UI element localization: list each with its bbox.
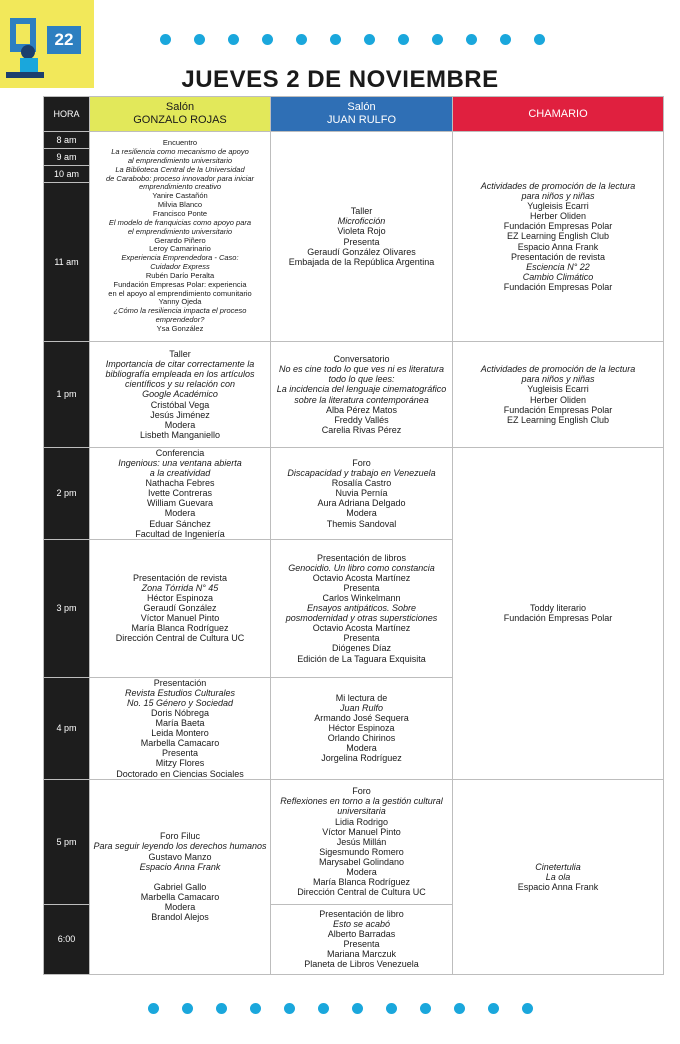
hour-6pm: 6:00: [44, 904, 90, 974]
chamario-am-cell: Actividades de promoción de la lectura para niños y niñas Yugleisis Ecarri Herber Oliden Fundación Empresas Polar EZ Learning English Club Espacio Anna Frank Presentación de revista Esciencia N° 22 Cambio Climático Fundación Empresas Polar: [453, 132, 664, 342]
chamario-1pm-cell: Actividades de promoción de la lectura para niños y niñas Yugleisis Ecarri Herber Oliden Fundación Empresas Polar EZ Learning English Club: [453, 342, 664, 448]
page-title: JUEVES 2 DE NOVIEMBRE: [181, 66, 499, 93]
gonzalo-2pm-cell: Conferencia Ingenious: una ventana abierta a la creatividad Nathacha Febres Ivette Contreras William Guevara Modera Eduar Sánchez Facultad de Ingeniería: [90, 448, 271, 540]
juan-am-cell: Taller Microficción Violeta Rojo Presenta Geraudí González Olivares Embajada de la República Argentina: [271, 132, 453, 342]
top-dot-row: [160, 34, 560, 46]
hour-9am: 9 am: [44, 149, 90, 166]
hour-4pm: 4 pm: [44, 677, 90, 779]
header-salon-juan-rulfo: Salón JUAN RULFO: [271, 97, 453, 132]
juan-6pm-cell: Presentación de libro Esto se acabó Alberto Barradas Presenta Mariana Marczuk Planeta de Libros Venezuela: [271, 904, 453, 974]
gonzalo-5pm-cell: Foro Filuc Para seguir leyendo los derechos humanos Gustavo Manzo Espacio Anna Frank Gabriel Gallo Marbella Camacaro Modera Brandol Alejos: [90, 779, 271, 974]
chamario-3pm-cell: Toddy literario Fundación Empresas Polar: [453, 448, 664, 780]
bottom-dot-row: [160, 1003, 560, 1015]
juan-2pm-cell: Foro Discapacidad y trabajo en Venezuela Rosalía Castro Nuvia Pernía Aura Adriana Delgado Modera Themis Sandoval: [271, 448, 453, 540]
hour-8am: 8 am: [44, 132, 90, 149]
hour-11am: 11 am: [44, 183, 90, 342]
header-row: [44, 97, 664, 132]
gonzalo-4pm-cell: Presentación Revista Estudios Culturales No. 15 Género y Sociedad Doris Nóbrega María Baeta Leida Montero Marbella Camacaro Presenta Mitzy Flores Doctorado en Ciencias Sociales: [90, 677, 271, 779]
chamario-5pm-cell: Cinetertulia La ola Espacio Anna Frank: [453, 779, 664, 974]
gonzalo-1pm-cell: Taller Importancia de citar correctamente la bibliografía empleada en los artículos científicos y su relación con Google Académico Cristóbal Vega Jesús Jiménez Modera Lisbeth Manganiello: [90, 342, 271, 448]
hour-1pm: 1 pm: [44, 342, 90, 448]
gonzalo-3pm-cell: Presentación de revista Zona Tórrida N° 45 Héctor Espinoza Geraudí González Víctor Manuel Pinto María Blanca Rodríguez Dirección Central de Cultura UC: [90, 539, 271, 677]
juan-4pm-cell: Mi lectura de Juan Rulfo Armando José Sequera Héctor Espinoza Orlando Chirinos Modera Jorgelina Rodríguez: [271, 677, 453, 779]
hour-3pm: 3 pm: [44, 539, 90, 677]
juan-1pm-cell: Conversatorio No es cine todo lo que ves ni es literatura todo lo que lees: La incidencia del lenguaje cinematográfico sobre la literatura contemporánea Alba Pérez Matos Freddy Vallés Carelia Rivas Pérez: [271, 342, 453, 448]
juan-3pm-cell: Presentación de libros Genocidio. Un libro como constancia Octavio Acosta Martínez Presenta Carlos Winkelmann Ensayos antipáticos. Sobre posmodernidad y otras supersticiones Octavio Acosta Martínez Presenta Diógenes Díaz Edición de La Taguara Exquisita: [271, 539, 453, 677]
hour-2pm: 2 pm: [44, 448, 90, 540]
hour-10am: 10 am: [44, 166, 90, 183]
header-salon-gonzalo-rojas: Salón GONZALO ROJAS: [90, 97, 271, 132]
hour-5pm: 5 pm: [44, 779, 90, 904]
gonzalo-am-cell: Encuentro La resiliencia como mecanismo de apoyo al emprendimiento universitario La Biblioteca Central de la Universidad de Carabobo: proceso innovador para iniciar emprendimiento creativo Yanire Castañón Milvia Blanco Francisco Ponte El modelo de franquicias como apoyo para el emprendimiento universitario Gerardo Piñero Leroy Camarinario Experiencia Emprendedora - Caso: Cuidador Express Rubén Darío Peralta Fundación Empresas Polar: experiencia en el apoyo al emprendimiento comunitario Yanny Ojeda ¿Cómo la resiliencia impacta el proceso emprendedor? Ysa González: [90, 132, 271, 342]
header-chamario: CHAMARIO: [453, 97, 664, 132]
juan-5pm-cell: Foro Reflexiones en torno a la gestión cultural universitaria Lidia Rodrigo Víctor Manuel Pinto Jesús Millán Sigesmundo Romero Marysabel Golindano Modera María Blanca Rodríguez Dirección Central de Cultura UC: [271, 779, 453, 904]
header-hora: HORA: [44, 97, 90, 132]
schedule-table: [43, 96, 664, 975]
page-number: 22: [47, 26, 81, 54]
